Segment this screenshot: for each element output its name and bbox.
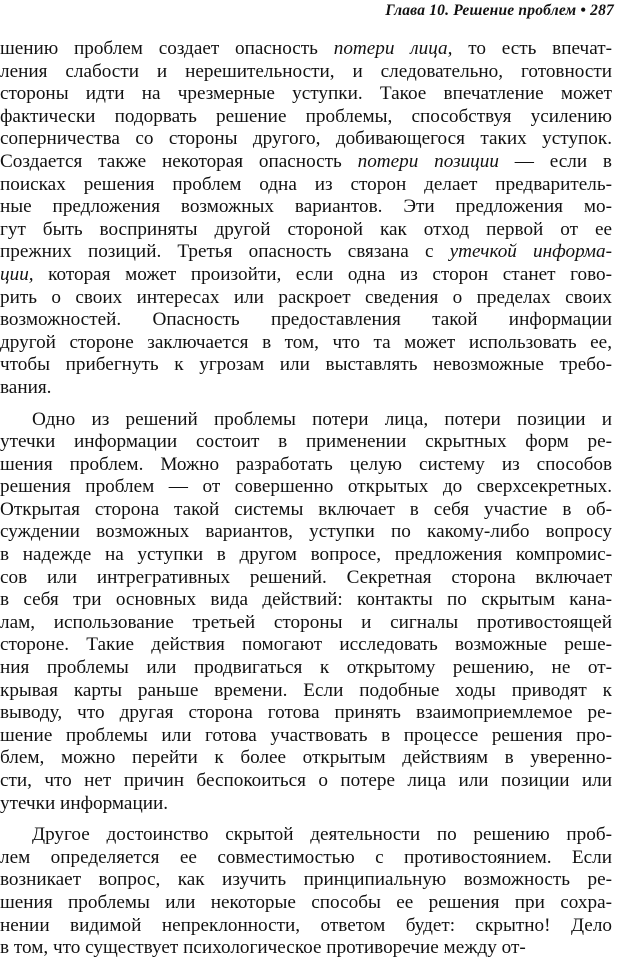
text-line xyxy=(0,332,612,355)
text-line xyxy=(0,61,612,84)
text-line xyxy=(0,174,612,197)
text-run: суждении возможных вариантов, уступки по какому-либо вопросу xyxy=(0,521,612,543)
text-line xyxy=(0,824,612,847)
text-run: Одно из решений проблемы потери лица, потери позиции и xyxy=(32,408,612,430)
text-run: в себя три основных вида действий: контакты по скрытым кана- xyxy=(0,589,612,611)
text-run: лем определяется ее совместимостью с противостоянием. Если xyxy=(0,846,612,868)
text-run: стороне. Такие действия помогают исследовать возможные реше- xyxy=(0,634,612,656)
text-run: которая может произойти, если одна из сторон станет гово- xyxy=(33,263,612,285)
text-line xyxy=(0,219,612,242)
text-run: шения проблемы или некоторые способы ее решения при сохра- xyxy=(0,891,612,913)
text-line xyxy=(0,38,612,61)
text-line xyxy=(0,476,612,499)
text-line xyxy=(0,309,612,332)
paragraph xyxy=(0,824,612,960)
text-line xyxy=(0,589,612,612)
text-line xyxy=(0,657,612,680)
text-run: решения проблем — от совершенно открытых до сверхсекретных. xyxy=(0,476,612,498)
text-run: — если в xyxy=(498,150,612,172)
text-run: блем, можно перейти к более открытым действиям в уверенно- xyxy=(0,747,612,769)
text-run: чтобы прибегнуть к угрозам или выставлять невозможные требо- xyxy=(0,354,612,376)
text-run: сти, что нет причин беспокоиться о потере лица или позиции или xyxy=(0,770,612,791)
paragraph xyxy=(0,409,612,816)
text-line xyxy=(0,770,612,793)
running-head: Глава 10. Решение проблем • 287 xyxy=(385,2,614,19)
text-run: в надежде на уступки в другом вопросе, предложения компромис- xyxy=(0,544,612,566)
text-line xyxy=(0,747,612,770)
text-run: сов или интрегративных решений. Секретная сторона включает xyxy=(0,566,612,588)
text-run: соперничества со стороны другого, добивающегося таких уступок. xyxy=(0,128,612,150)
text-run: в том, что существует психологическое противоречие между от- xyxy=(0,937,526,959)
text-run: фактически подорвать решение проблемы, способствуя усилению xyxy=(0,105,612,127)
text-run: гут быть восприняты другой стороной как отход первой от ее xyxy=(0,218,612,240)
text-run: Открытая сторона такой системы включает в себя участие в об- xyxy=(0,498,612,520)
paragraph xyxy=(0,38,612,400)
text-line xyxy=(0,702,612,725)
italic-term: утечкой информа- xyxy=(449,241,612,263)
italic-term: ции, xyxy=(0,263,34,285)
text-line xyxy=(0,937,612,960)
text-run: ления слабости и нерешительности, и следовательно, готовности xyxy=(0,60,612,82)
text-run: Создается также некоторая опасность xyxy=(0,150,358,172)
text-run: прежних позиций. Третья опасность связана с xyxy=(0,241,450,263)
text-run: утечки информации состоит в применении скрытных форм ре- xyxy=(0,431,612,453)
text-line xyxy=(0,892,612,915)
text-run: нении видимой непреклонности, ответом будет: скрытно! Дело xyxy=(0,914,612,936)
text-line xyxy=(0,196,612,219)
text-line xyxy=(0,377,612,400)
text-run: стороны идти на чрезмерные уступки. Такое впечатление может xyxy=(0,83,612,105)
text-run: шение проблемы или готова участвовать в процессе решения про- xyxy=(0,724,612,746)
text-run: вания. xyxy=(0,376,52,398)
text-line xyxy=(0,128,612,151)
text-run: лам, использование третьей стороны и сигналы противостоящей xyxy=(0,611,612,633)
text-run: утечки информации. xyxy=(0,792,169,814)
text-line xyxy=(0,680,612,703)
text-line xyxy=(0,106,612,129)
text-line xyxy=(0,287,612,310)
text-run: шения проблем. Можно разработать целую систему из способов xyxy=(0,453,612,475)
text-line xyxy=(0,83,612,106)
text-run: крывая карты раньше времени. Если подобные ходы приводят к xyxy=(0,679,612,701)
text-line xyxy=(0,847,612,870)
text-line xyxy=(0,915,612,938)
text-line xyxy=(0,567,612,590)
text-line xyxy=(0,634,612,657)
text-run: другой стороне заключается в том, что та может использовать ее, xyxy=(0,331,612,353)
text-run: шению проблем создает опасность xyxy=(0,38,334,59)
text-run: выводу, что другая сторона готова принять взаимоприемлемое ре- xyxy=(0,702,612,724)
text-run: ные предложения возможных вариантов. Эти предложения мо- xyxy=(0,196,612,218)
text-line xyxy=(0,612,612,635)
text-line xyxy=(0,454,612,477)
text-line xyxy=(0,354,612,377)
text-line xyxy=(0,725,612,748)
italic-term: потери позиции xyxy=(357,150,499,172)
text-line xyxy=(0,521,612,544)
text-run: ния проблемы или продвигаться к открытому решению, не от- xyxy=(0,657,612,679)
text-run: возникает вопрос, как изучить принципиальную возможность ре- xyxy=(0,869,612,891)
text-line xyxy=(0,409,612,432)
text-line xyxy=(0,869,612,892)
text-line xyxy=(0,499,612,522)
body-text xyxy=(0,38,612,960)
italic-term: потери лица, xyxy=(333,38,453,59)
text-line xyxy=(0,241,612,264)
text-line xyxy=(0,431,612,454)
text-line xyxy=(0,793,612,816)
text-run: возможностей. Опасность предоставления такой информации xyxy=(0,309,612,331)
text-line xyxy=(0,151,612,174)
text-run: рить о своих интересах или раскроет сведения о пределах своих xyxy=(0,286,612,308)
text-run: поисках решения проблем одна из сторон делает предваритель- xyxy=(0,173,612,195)
text-run: Другое достоинство скрытой деятельности по решению проб- xyxy=(32,824,612,846)
text-line xyxy=(0,544,612,567)
text-run: то есть впечат- xyxy=(452,38,612,59)
text-line xyxy=(0,264,612,287)
